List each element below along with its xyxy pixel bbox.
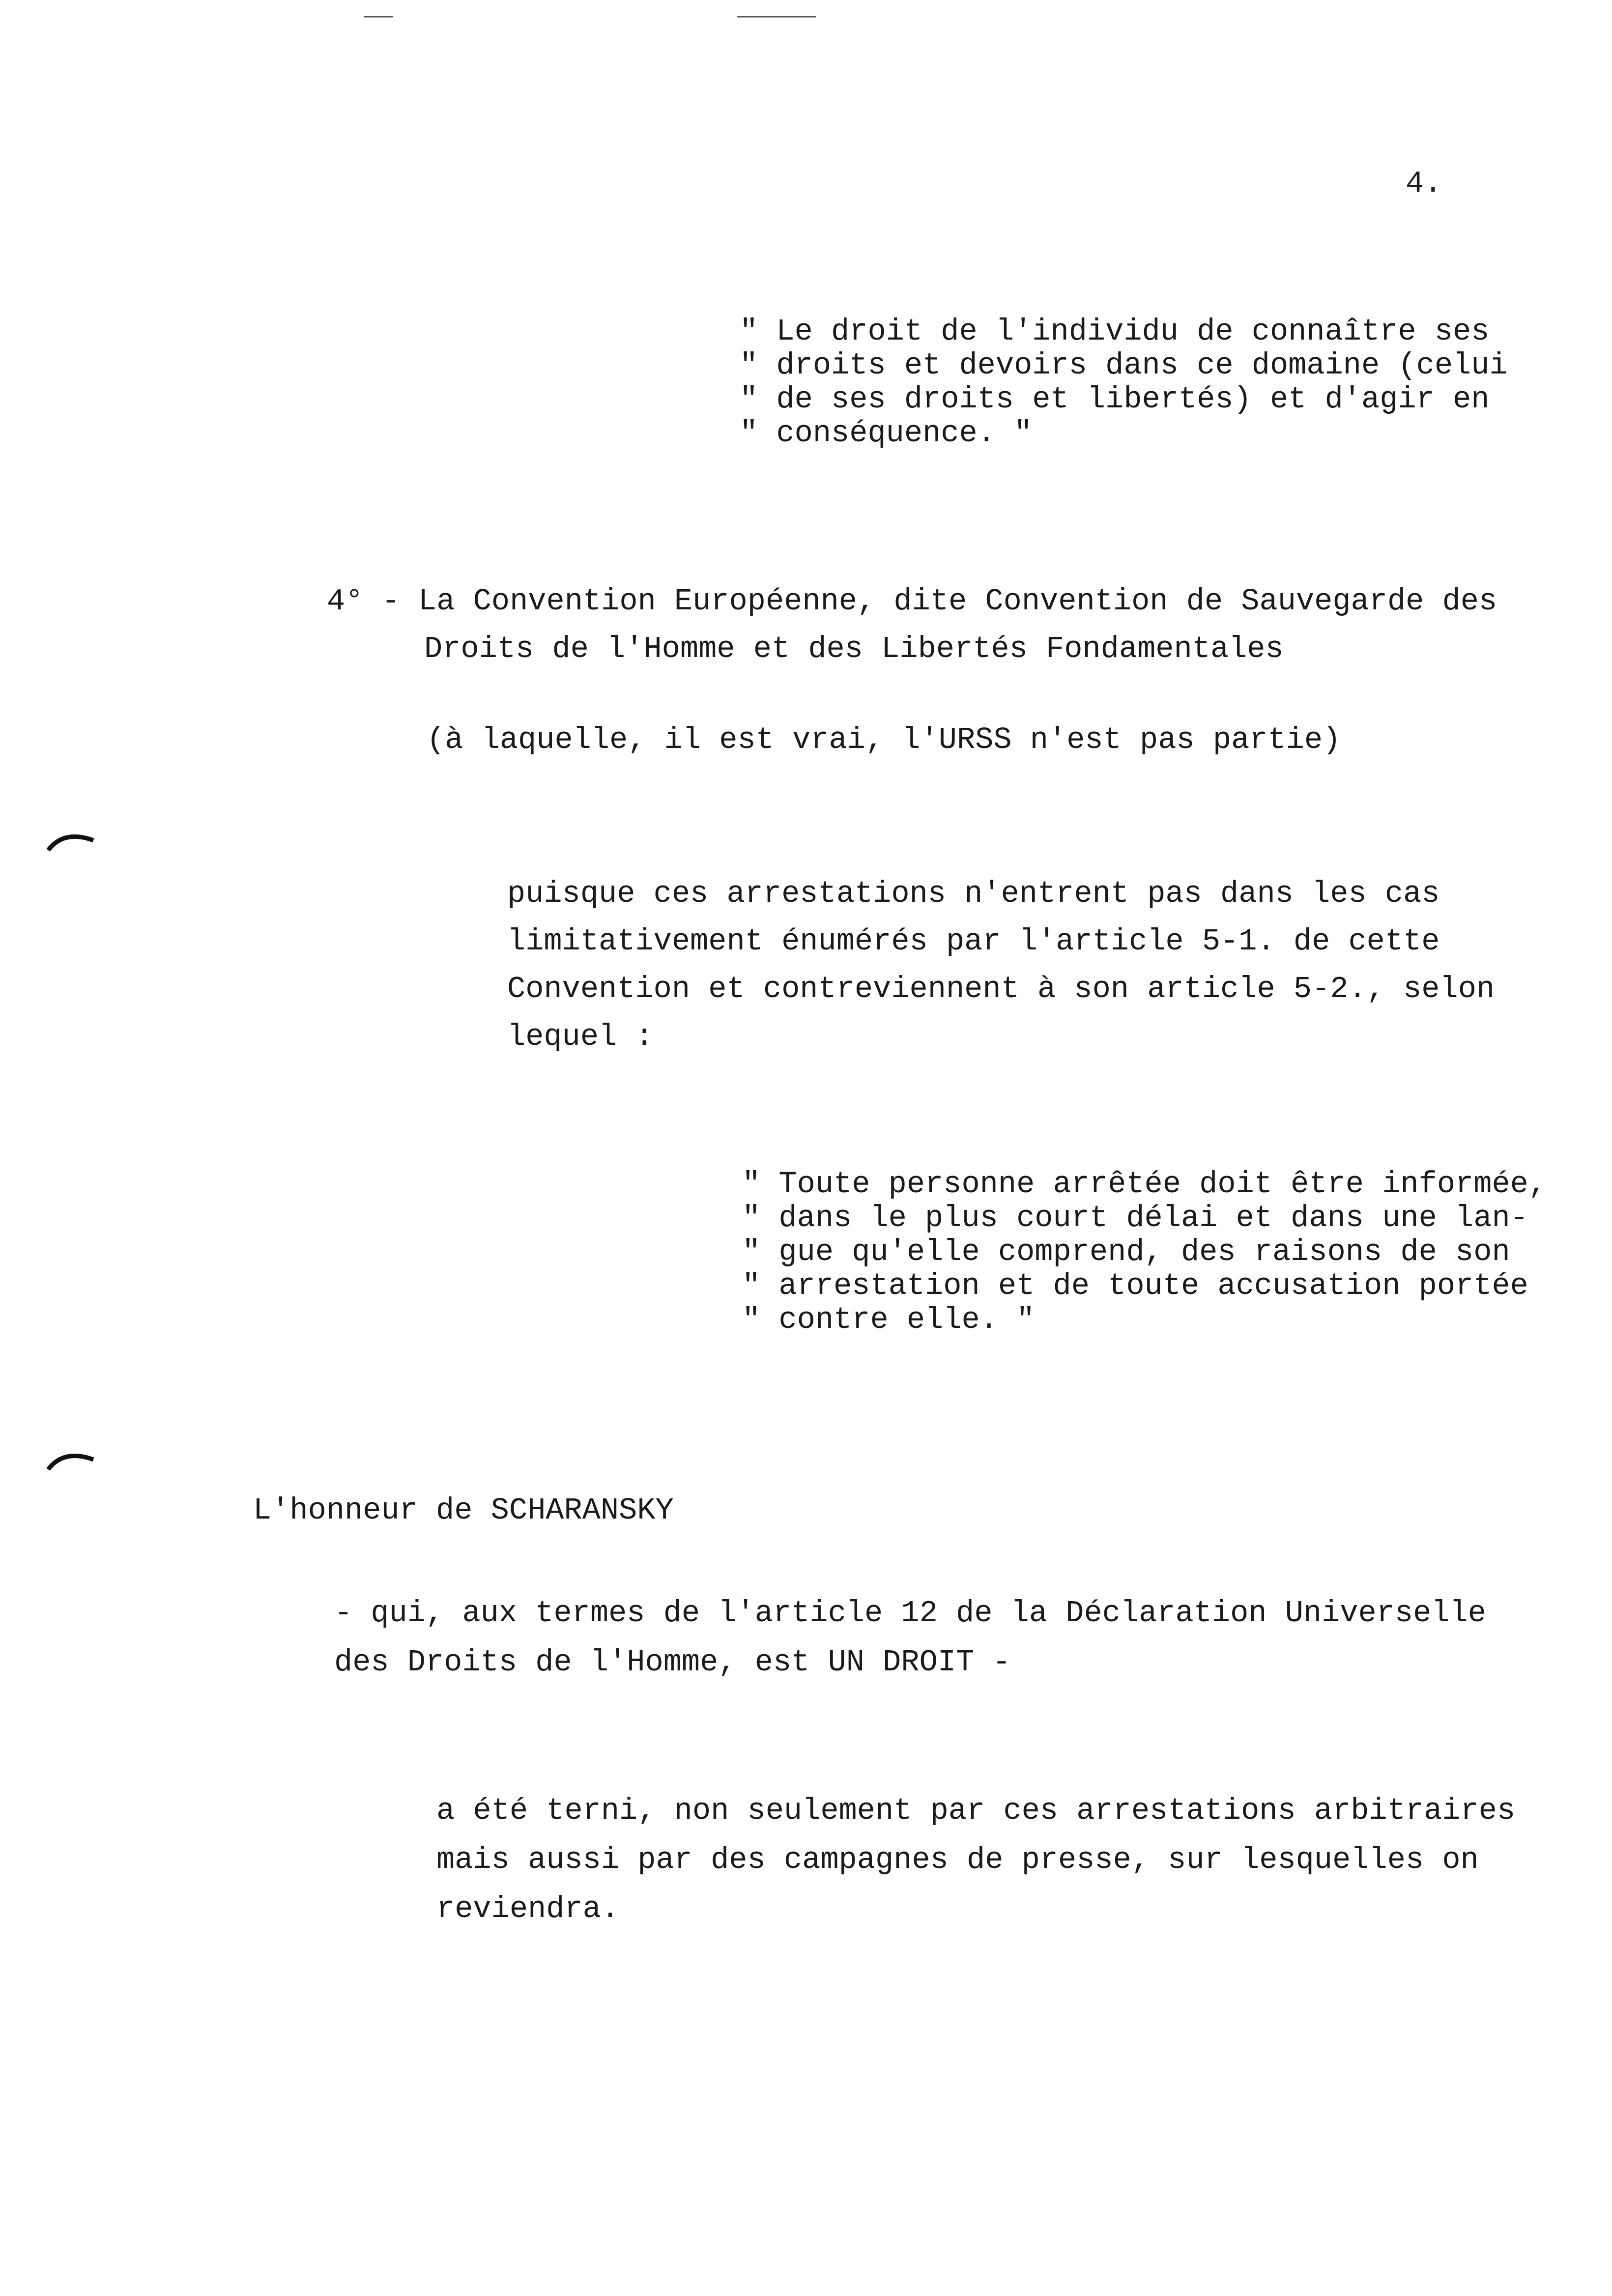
scan-rule-top [364,14,816,20]
list-item-marker: 4° - [327,584,400,619]
section-heading: L'honneur de SCHARANSKY [253,1493,674,1528]
paragraph-line: Convention et contreviennent à son article 5-2., selon [507,972,1495,1006]
paragraph-line: reviendra. [436,1892,620,1926]
paragraph-line: des Droits de l'Homme, est UN DROIT - [334,1645,1011,1680]
list-item-line: La Convention Européenne, dite Convention de Sauvegarde des [418,584,1497,619]
quote-line: " gue qu'elle comprend, des raisons de son [742,1234,1510,1269]
quote-line: " de ses droits et libertés) et d'agir en [740,382,1490,417]
quote-line: " Le droit de l'individu de connaître ses [740,314,1490,349]
parenthetical-note: (à laquelle, il est vrai, l'URSS n'est pas partie) [427,722,1341,757]
paragraph-line: limitativement énumérés par l'article 5-1. de cette [507,924,1440,959]
punch-hole-mark-top [44,826,98,855]
quote-block-2 [742,1167,1547,1337]
list-item-line: Droits de l'Homme et des Libertés Fondamentales [424,631,1284,666]
paragraph-line: puisque ces arrestations n'entrent pas dans les cas [507,876,1440,911]
quote-line: " dans le plus court délai et dans une lan- [742,1201,1528,1235]
paragraph-line: - qui, aux termes de l'article 12 de la Déclaration Universelle [334,1596,1486,1631]
quote-line: " contre elle. " [742,1302,1035,1337]
quote-line: " Toute personne arrêtée doit être informée, [742,1167,1547,1202]
paragraph-3 [334,1589,1486,1687]
quote-block-1 [740,315,1508,450]
quote-line: " conséquence. " [740,416,1033,451]
paragraph-line: mais aussi par des campagnes de presse, sur lesquelles on [436,1842,1479,1877]
paragraph-line: lequel : [507,1019,654,1054]
page-number: 4. [1406,166,1442,201]
quote-line: " droits et devoirs dans ce domaine (celui [740,348,1508,383]
paragraph-2 [507,870,1495,1061]
list-item-4 [327,577,1497,673]
paragraph-line: a été terni, non seulement par ces arrestations arbitraires [436,1793,1516,1828]
paragraph-4 [436,1786,1515,1934]
quote-line: " arrestation et de toute accusation portée [742,1268,1528,1303]
punch-hole-mark-bottom [44,1445,98,1474]
